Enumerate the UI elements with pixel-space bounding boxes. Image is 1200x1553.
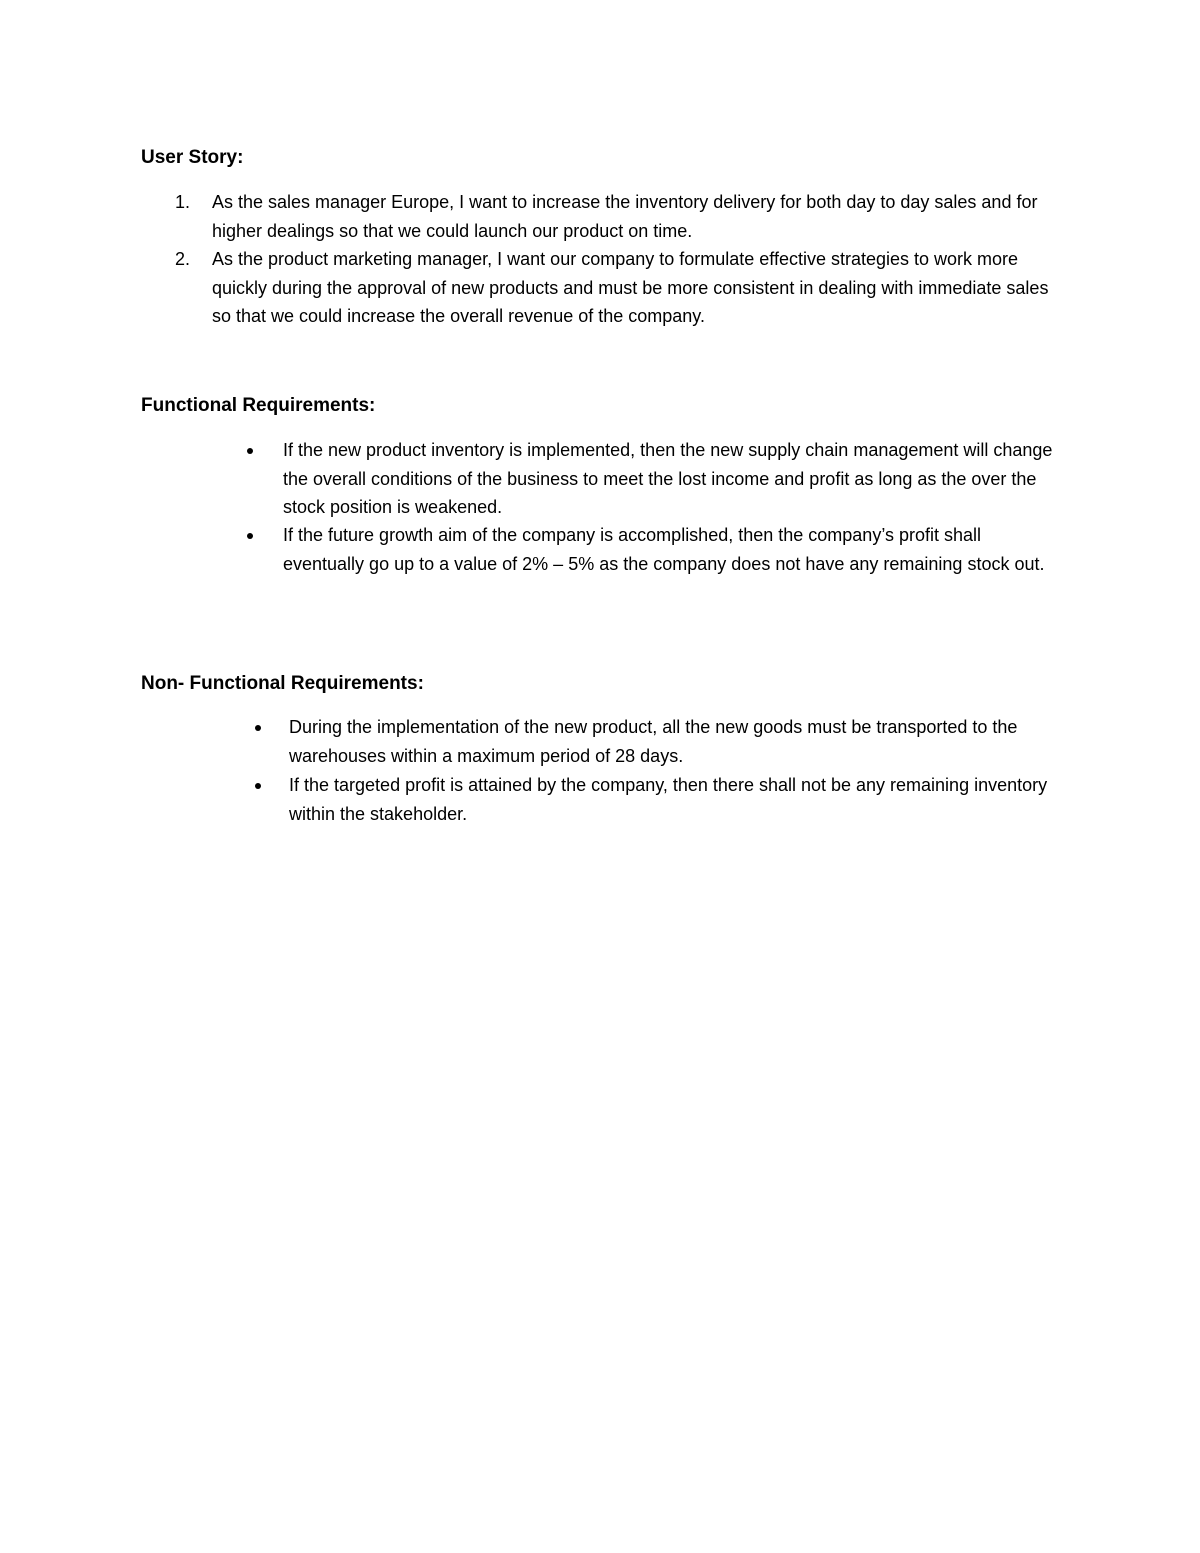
functional-requirement-text: If the future growth aim of the company is accomplished, then the company’s profit shall eventually go up to a value of 2% – 5% as the company does not have any remaining stock out. xyxy=(283,525,1045,574)
non-functional-requirement-text: If the targeted profit is attained by the company, then there shall not be any remaining inventory within the stakeholder. xyxy=(289,775,1048,824)
non-functional-requirement-text: During the implementation of the new product, all the new goods must be transported to the warehouses within a maximum period of 28 days. xyxy=(289,717,1018,766)
functional-requirement-text: If the new product inventory is implemented, then the new supply chain management will change the overall conditions of the business to meet the lost income and profit as long as the over the stock position is weakened. xyxy=(283,440,1053,517)
bullet-dot-icon xyxy=(255,725,261,731)
list-number: 2. xyxy=(175,249,191,269)
bullet-dot-icon xyxy=(247,533,253,539)
non-functional-requirement-item-1 xyxy=(289,713,1069,770)
functional-requirement-item-1 xyxy=(283,436,1063,522)
bullet-dot-icon xyxy=(255,783,261,789)
non-functional-requirements-heading: Non- Functional Requirements: xyxy=(141,673,424,694)
functional-requirement-item-2 xyxy=(283,521,1063,578)
user-story-item-2 xyxy=(175,245,1072,331)
user-story-text: As the product marketing manager, I want our company to formulate effective strategies to work more quickly during the approval of new products and must be more consistent in dealing with immediate sales so that we could increase the overall revenue of the company. xyxy=(212,249,1049,326)
list-number: 1. xyxy=(175,192,191,212)
user-story-heading: User Story: xyxy=(141,147,244,168)
bullet-dot-icon xyxy=(247,448,253,454)
user-story-item-1 xyxy=(175,188,1062,245)
non-functional-requirement-item-2 xyxy=(289,771,1069,828)
user-story-text: As the sales manager Europe, I want to increase the inventory delivery for both day to day sales and for higher dealings so that we could launch our product on time. xyxy=(212,192,1038,241)
functional-requirements-heading: Functional Requirements: xyxy=(141,395,376,416)
